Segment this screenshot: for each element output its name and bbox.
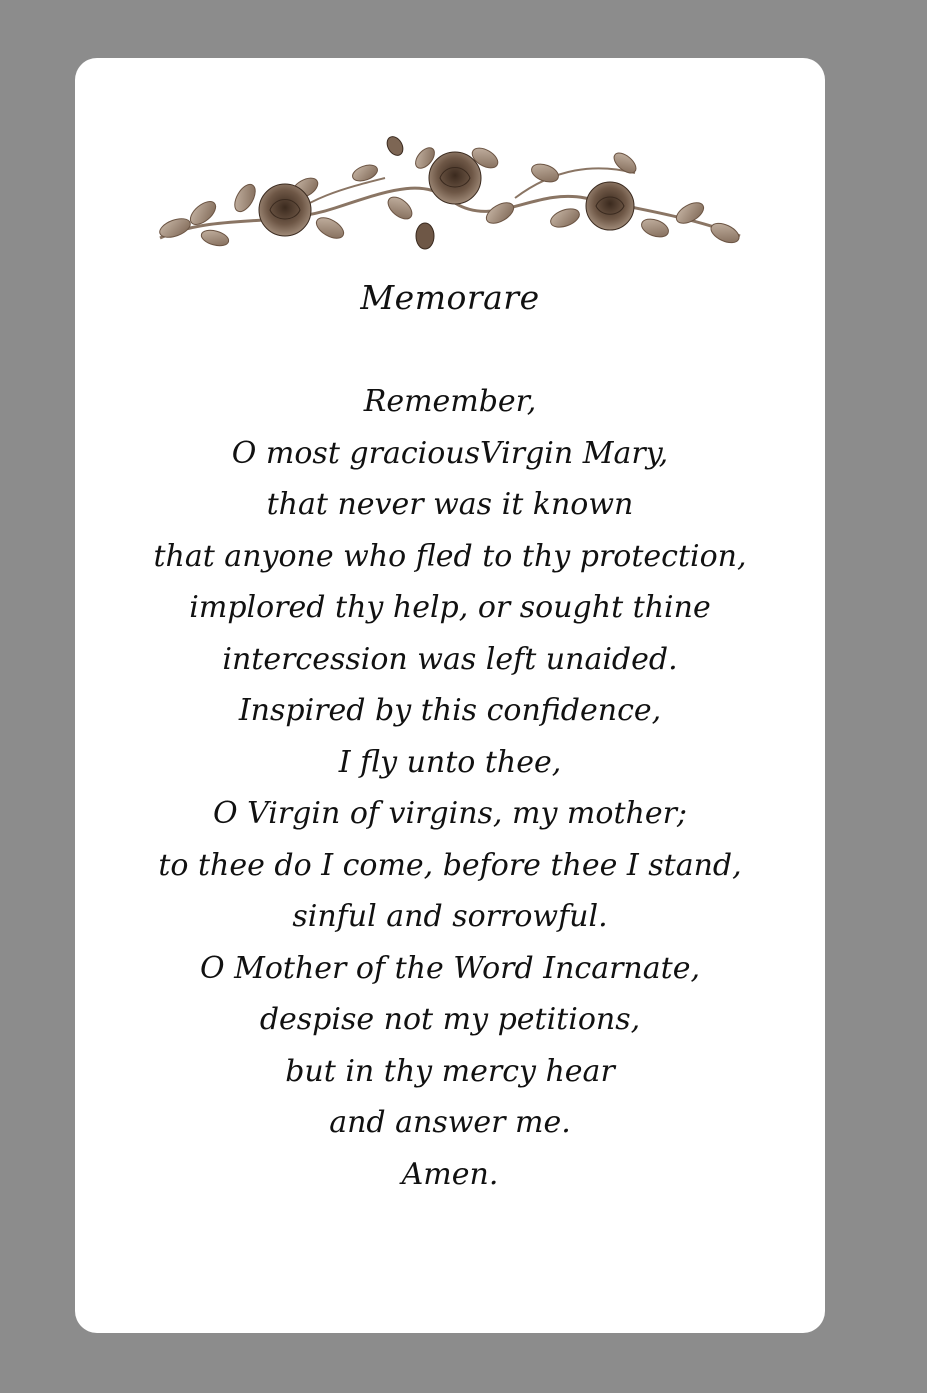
prayer-line: despise not my petitions, (259, 1002, 641, 1037)
prayer-line: and answer me. (329, 1105, 571, 1140)
prayer-line: that anyone who fled to thy protection, (153, 538, 747, 574)
prayer-line: O most graciousVirgin Mary, (231, 435, 669, 471)
prayer-line: O Mother of the Word Incarnate, (200, 950, 700, 986)
prayer-line: I fly unto thee, (338, 744, 562, 780)
prayer-line: that never was it known (266, 487, 634, 522)
rose-garland-icon (155, 118, 745, 268)
prayer-line: to thee do I come, before thee I stand, (158, 847, 742, 883)
prayer-text (75, 376, 825, 1200)
prayer-line: implored thy help, or sought thine (189, 590, 711, 625)
prayer-line: Amen. (401, 1156, 499, 1192)
prayer-line: but in thy mercy hear (285, 1053, 615, 1089)
prayer-line: sinful and sorrowful. (292, 899, 608, 934)
prayer-title: Memorare (360, 278, 540, 317)
prayer-line: Remember, (363, 384, 537, 419)
prayer-card (75, 58, 825, 1333)
prayer-line: Inspired by this confidence, (238, 693, 662, 728)
prayer-line: intercession was left unaided. (222, 641, 678, 677)
prayer-line: O Virgin of virgins, my mother; (212, 796, 688, 831)
